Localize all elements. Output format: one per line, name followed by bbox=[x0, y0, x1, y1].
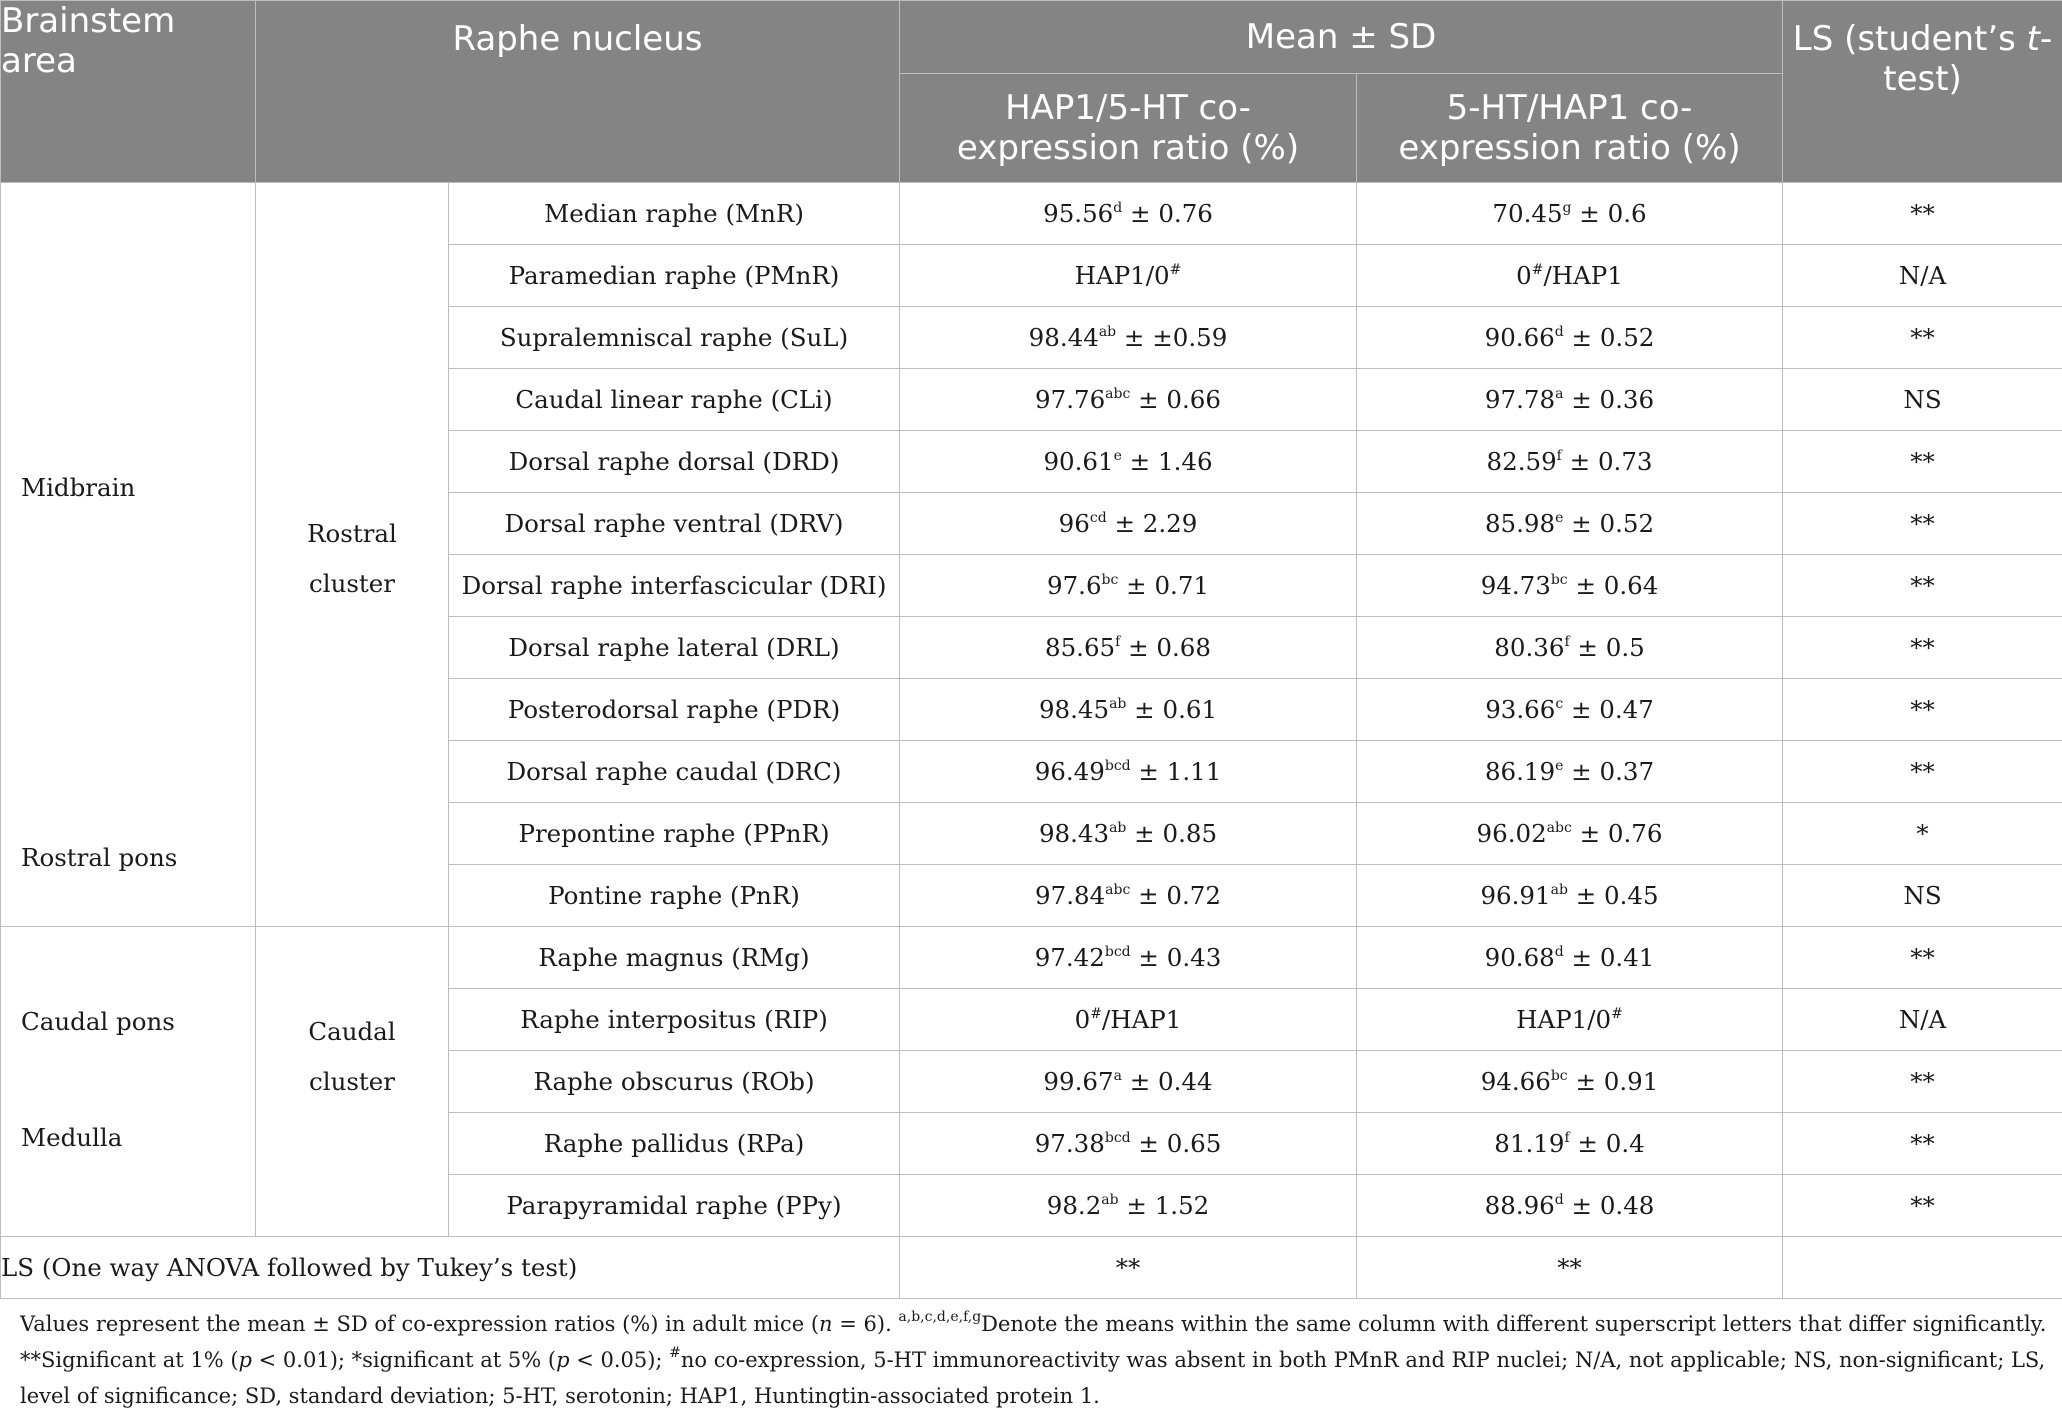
5ht-hap1-ratio-cell: 93.66$^c$ ± 0.47 bbox=[1357, 679, 1783, 741]
ls-student-cell: ** bbox=[1783, 679, 2062, 741]
hap1-5ht-ratio-cell: 97.84$^{abc}$ ± 0.72 bbox=[900, 865, 1357, 927]
header-5ht-hap1: 5-HT/HAP1 co-expression ratio (%) bbox=[1357, 74, 1783, 183]
hap1-5ht-ratio-cell: HAP1/0# bbox=[900, 245, 1357, 307]
hap1-5ht-ratio-cell: 90.61$^e$ ± 1.46 bbox=[900, 431, 1357, 493]
nucleus-cell: Caudal linear raphe (CLi) bbox=[449, 369, 900, 431]
ls-student-cell: ** bbox=[1783, 1175, 2062, 1237]
5ht-hap1-ratio-cell: 70.45$^g$ ± 0.6 bbox=[1357, 183, 1783, 245]
anova-row bbox=[1, 1237, 2062, 1299]
header-hap1-5ht: HAP1/5-HT co-expression ratio (%) bbox=[900, 74, 1357, 183]
area-label-rostral-pons: Rostral pons bbox=[21, 843, 178, 872]
header-raphe-nucleus: Raphe nucleus bbox=[256, 1, 900, 183]
ls-student-cell: ** bbox=[1783, 1051, 2062, 1113]
hap1-5ht-ratio-cell: 99.67$^a$ ± 0.44 bbox=[900, 1051, 1357, 1113]
ls-student-cell: NS bbox=[1783, 865, 2062, 927]
5ht-hap1-ratio-cell: 97.78$^a$ ± 0.36 bbox=[1357, 369, 1783, 431]
area-label-medulla: Medulla bbox=[21, 1123, 123, 1152]
anova-hap1-5ht: ** bbox=[900, 1237, 1357, 1299]
table-row bbox=[1, 927, 2062, 989]
nucleus-cell: Supralemniscal raphe (SuL) bbox=[449, 307, 900, 369]
nucleus-cell: Raphe pallidus (RPa) bbox=[449, 1113, 900, 1175]
cluster-label-rostral-2: cluster bbox=[309, 569, 395, 598]
nucleus-cell: Dorsal raphe lateral (DRL) bbox=[449, 617, 900, 679]
anova-ls-empty bbox=[1783, 1237, 2062, 1299]
area-cell-rostral bbox=[1, 183, 256, 927]
footnote-line-3: level of significance; SD, standard deviation; 5-HT, serotonin; HAP1, Huntingtin-associated protein 1. bbox=[20, 1384, 1100, 1408]
nucleus-cell: Posterodorsal raphe (PDR) bbox=[449, 679, 900, 741]
hap1-5ht-ratio-cell: $96^{cd} \pm 2.29$ bbox=[900, 493, 1357, 555]
footnote-line-1: Values represent the mean ± SD of co-expression ratios (%) in adult mice (n = 6). $^{a,b,c,d,e,f,g}$Denote the means within the same column with different superscript letters that differ significantly. bbox=[20, 1309, 2047, 1336]
5ht-hap1-ratio-cell: 94.73$^{bc}$ ± 0.64 bbox=[1357, 555, 1783, 617]
ls-student-cell: ** bbox=[1783, 927, 2062, 989]
ls-student-cell: ** bbox=[1783, 741, 2062, 803]
area-label-midbrain: Midbrain bbox=[21, 473, 136, 502]
ls-student-cell: ** bbox=[1783, 1113, 2062, 1175]
table-footnote bbox=[20, 1306, 2050, 1414]
nucleus-cell: Dorsal raphe interfascicular (DRI) bbox=[449, 555, 900, 617]
ls-student-cell: ** bbox=[1783, 183, 2062, 245]
cluster-label-caudal-2: cluster bbox=[309, 1067, 395, 1096]
cluster-cell-rostral bbox=[256, 183, 449, 927]
area-label-caudal-pons: Caudal pons bbox=[21, 1007, 175, 1036]
5ht-hap1-ratio-cell: 94.66$^{bc}$ ± 0.91 bbox=[1357, 1051, 1783, 1113]
ls-student-cell: NS bbox=[1783, 369, 2062, 431]
hap1-5ht-ratio-cell: 97.38$^{bcd}$ ± 0.65 bbox=[900, 1113, 1357, 1175]
ls-student-cell: ** bbox=[1783, 555, 2062, 617]
nucleus-cell: Raphe magnus (RMg) bbox=[449, 927, 900, 989]
5ht-hap1-ratio-cell: 81.19$^f$ ± 0.4 bbox=[1357, 1113, 1783, 1175]
hap1-5ht-ratio-cell: 0#/HAP1 bbox=[900, 989, 1357, 1051]
ls-student-cell: ** bbox=[1783, 617, 2062, 679]
ls-student-cell: ** bbox=[1783, 493, 2062, 555]
5ht-hap1-ratio-cell: 90.68$^d$ ± 0.41 bbox=[1357, 927, 1783, 989]
anova-5ht-hap1: ** bbox=[1357, 1237, 1783, 1299]
ls-student-cell: N/A bbox=[1783, 989, 2062, 1051]
5ht-hap1-ratio-cell: HAP1/0# bbox=[1357, 989, 1783, 1051]
cluster-label-caudal-1: Caudal bbox=[308, 1017, 396, 1046]
hap1-5ht-ratio-cell: 98.45$^{ab}$ ± 0.61 bbox=[900, 679, 1357, 741]
table-body bbox=[1, 183, 2062, 1299]
hap1-5ht-ratio-cell: 85.65$^f$ ± 0.68 bbox=[900, 617, 1357, 679]
hap1-5ht-ratio-cell: 97.42$^{bcd}$ ± 0.43 bbox=[900, 927, 1357, 989]
area-cell-caudal bbox=[1, 927, 256, 1237]
ls-student-cell: ** bbox=[1783, 431, 2062, 493]
hap1-5ht-ratio-cell: 98.44$^{ab}$ ± ±0.59 bbox=[900, 307, 1357, 369]
5ht-hap1-ratio-cell: 90.66$^d$ ± 0.52 bbox=[1357, 307, 1783, 369]
cluster-label-rostral-1: Rostral bbox=[307, 519, 397, 548]
cluster-cell-caudal bbox=[256, 927, 449, 1237]
5ht-hap1-ratio-cell: 80.36$^f$ ± 0.5 bbox=[1357, 617, 1783, 679]
5ht-hap1-ratio-cell: 96.02$^{abc}$ ± 0.76 bbox=[1357, 803, 1783, 865]
hap1-5ht-ratio-cell: 98.43$^{ab}$ ± 0.85 bbox=[900, 803, 1357, 865]
nucleus-cell: Pontine raphe (PnR) bbox=[449, 865, 900, 927]
ls-student-cell: * bbox=[1783, 803, 2062, 865]
anova-label: LS (One way ANOVA followed by Tukey’s test) bbox=[1, 1237, 900, 1299]
nucleus-cell: Raphe interpositus (RIP) bbox=[449, 989, 900, 1051]
table-header bbox=[1, 1, 2062, 183]
hap1-5ht-ratio-cell: 97.76$^{abc}$ ± 0.66 bbox=[900, 369, 1357, 431]
nucleus-cell: Parapyramidal raphe (PPy) bbox=[449, 1175, 900, 1237]
hap1-5ht-ratio-cell: 98.2$^{ab}$ ± 1.52 bbox=[900, 1175, 1357, 1237]
5ht-hap1-ratio-cell: 0#/HAP1 bbox=[1357, 245, 1783, 307]
hap1-5ht-ratio-cell: 96.49$^{bcd}$ ± 1.11 bbox=[900, 741, 1357, 803]
nucleus-cell: Raphe obscurus (ROb) bbox=[449, 1051, 900, 1113]
hap1-5ht-ratio-cell: 95.56$^d$ ± 0.76 bbox=[900, 183, 1357, 245]
nucleus-cell: Dorsal raphe ventral (DRV) bbox=[449, 493, 900, 555]
5ht-hap1-ratio-cell: 82.59$^f$ ± 0.73 bbox=[1357, 431, 1783, 493]
footnote-line-2: **Significant at 1% (p < 0.01); *significant at 5% (p < 0.05); #no co-expression, 5-HT immunoreactivity was absent in both PMnR and RIP nuclei; N/A, not applicable; NS, non-significant; LS, bbox=[20, 1345, 2046, 1372]
5ht-hap1-ratio-cell: 85.98$^e$ ± 0.52 bbox=[1357, 493, 1783, 555]
nucleus-cell: Dorsal raphe dorsal (DRD) bbox=[449, 431, 900, 493]
5ht-hap1-ratio-cell: 86.19$^e$ ± 0.37 bbox=[1357, 741, 1783, 803]
ls-student-cell: ** bbox=[1783, 307, 2062, 369]
nucleus-cell: Prepontine raphe (PPnR) bbox=[449, 803, 900, 865]
header-mean-sd: Mean ± SD bbox=[900, 1, 1783, 74]
hap1-5ht-ratio-cell: 97.6$^{bc}$ ± 0.71 bbox=[900, 555, 1357, 617]
5ht-hap1-ratio-cell: 88.96$^d$ ± 0.48 bbox=[1357, 1175, 1783, 1237]
nucleus-cell: Paramedian raphe (PMnR) bbox=[449, 245, 900, 307]
5ht-hap1-ratio-cell: 96.91$^{ab}$ ± 0.45 bbox=[1357, 865, 1783, 927]
nucleus-cell: Dorsal raphe caudal (DRC) bbox=[449, 741, 900, 803]
header-ls-student: LS (student’s t-test) bbox=[1783, 1, 2062, 183]
header-brainstem-area: Brainstem area bbox=[1, 1, 256, 183]
nucleus-cell: Median raphe (MnR) bbox=[449, 183, 900, 245]
ls-student-cell: N/A bbox=[1783, 245, 2062, 307]
table-row bbox=[1, 183, 2062, 245]
